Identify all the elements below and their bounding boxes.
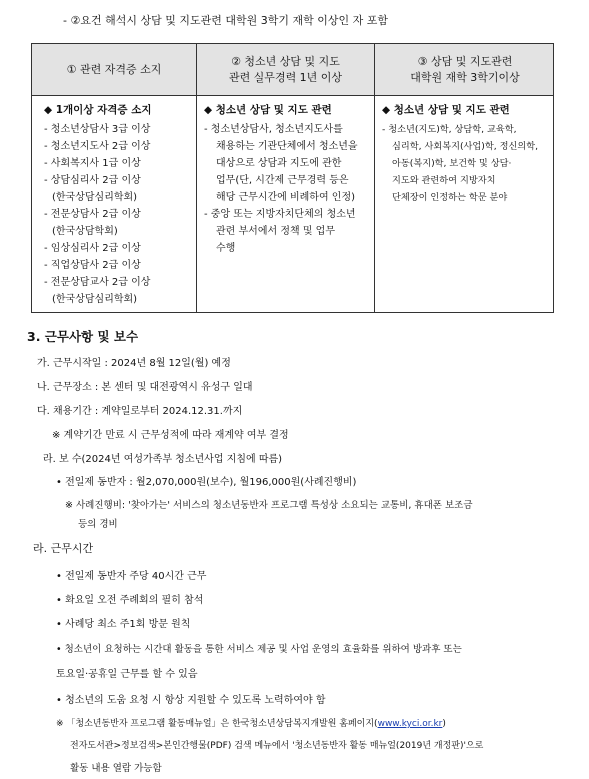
list-item: - 중앙 또는 지방자치단체의 청소년 [204,209,356,220]
qualification-table [31,43,554,313]
employment-period: 다. 채용기간 : 계약일로부터 2024.12.31.까지 [37,406,243,417]
list-item: 지도와 관련하여 지방자치 [392,175,496,186]
list-item: 단체장이 인정하는 학문 분야 [392,192,508,203]
list-item: - 청소년상담사 3급 이상 [44,124,151,135]
list-item: • 사례당 최소 주1회 방문 원칙 [56,619,191,630]
list-item: - 임상심리사 2급 이상 [44,243,141,254]
list-item: (한국상담심리학회) [52,294,138,305]
manual-note-cont: 전자도서관>정보검색>본인간행물(PDF) 검색 메뉴에서 '청소년동반자 활동 매뉴얼(2019년 개정판)'으로 [70,741,484,751]
list-item: 토요일·공휴일 근무를 할 수 있음 [56,669,198,680]
header-text: ② 청소년 상담 및 지도 [231,55,340,68]
table-cell-experience [204,102,358,257]
header-text: 대학원 재학 3학기이상 [410,71,520,84]
list-item: - 청소년지도사 2급 이상 [44,141,151,152]
list-item: 아동(복지)학, 보건학 및 상담· [392,158,512,169]
manual-note-text: ※ 「청소년동반자 프로그램 활동매뉴얼」은 한국청소년상담복지개발원 홈페이지( [56,719,378,729]
header-text: ③ 상담 및 지도관련 [417,55,513,68]
work-location: 나. 근무장소 : 본 센터 및 대전광역시 유성구 일대 [37,382,253,393]
header-cell-2 [197,44,374,96]
list-item: - 직업상담사 2급 이상 [44,260,141,271]
list-item: - 청소년(지도)학, 상담학, 교육학, [382,124,517,135]
header-text: 관련 실무경력 1년 이상 [228,71,343,84]
list-item: (한국상담심리학회) [52,192,138,203]
cell-title: ◆ 1개이상 자격증 소지 [44,104,152,116]
table-cell-graduate [382,102,538,206]
manual-note-cont: 활동 내용 열람 가능함 [70,763,162,774]
header-cell-1 [32,44,196,96]
list-item: - 상담심리사 2급 이상 [44,175,141,186]
list-item: • 전일제 동반자 주당 40시간 근무 [56,571,207,582]
section-heading: 3. 근무사항 및 보수 [27,329,139,344]
cell-title: ◆ 청소년 상담 및 지도 관련 [382,104,510,116]
contract-note: ※ 계약기간 만료 시 근무성적에 따라 재계약 여부 결정 [52,430,289,441]
list-item: • 청소년의 도움 요청 시 항상 지원할 수 있도록 노력하여야 함 [56,695,326,706]
list-item: 해당 근무시간에 비례하여 인정) [216,192,356,203]
list-item: (한국상담학회) [52,226,118,237]
top-note: - ②요건 해석시 상담 및 지도관련 대학원 3학기 재학 이상인 자 포함 [63,14,388,27]
list-item: - 청소년상담사, 청소년지도사를 [204,124,343,135]
salary-item: • 전일제 동반자 : 월2,070,000원(보수), 월196,000원(사례진행비) [56,477,357,488]
salary-heading: 라. 보 수(2024년 여성가족부 청소년사업 지침에 따름) [43,454,283,465]
list-item: 대상으로 상담과 지도에 관한 [216,158,342,169]
start-date: 가. 근무시작일 : 2024년 8월 12일(월) 예정 [37,358,231,369]
list-item: - 전문상담사 2급 이상 [44,209,141,220]
case-expense-note-cont: 등의 경비 [78,519,118,530]
cell-title: ◆ 청소년 상담 및 지도 관련 [204,104,332,116]
list-item: 채용하는 기관단체에서 청소년을 [216,141,358,152]
header-cell-3 [375,44,555,96]
hours-heading: 라. 근무시간 [33,542,94,555]
list-item: 심리학, 사회복지(사업)학, 정신의학, [392,141,539,152]
manual-note-text: ) [442,719,446,729]
list-item: 업무(단, 시간제 근무경력 등은 [216,175,349,186]
header-text: ① 관련 자격증 소지 [66,63,162,76]
table-cell-certificates [44,102,152,308]
list-item: 수행 [216,243,236,254]
list-item: - 사회복지사 1급 이상 [44,158,141,169]
kyci-link[interactable]: www.kyci.or.kr [377,719,443,729]
list-item: • 화요일 오전 주례회의 필히 참석 [56,595,204,606]
case-expense-note: ※ 사례진행비: '찾아가는' 서비스의 청소년동반자 프로그램 특성상 소요되는 교통비, 휴대폰 보조금 [65,500,473,511]
manual-note [56,716,446,729]
list-item: • 청소년이 요청하는 시간대 활동을 통한 서비스 제공 및 사업 운영의 효율화를 위하여 방과후 또는 [56,644,462,655]
list-item: - 전문상담교사 2급 이상 [44,277,151,288]
list-item: 관련 부서에서 정책 및 업무 [216,226,335,237]
